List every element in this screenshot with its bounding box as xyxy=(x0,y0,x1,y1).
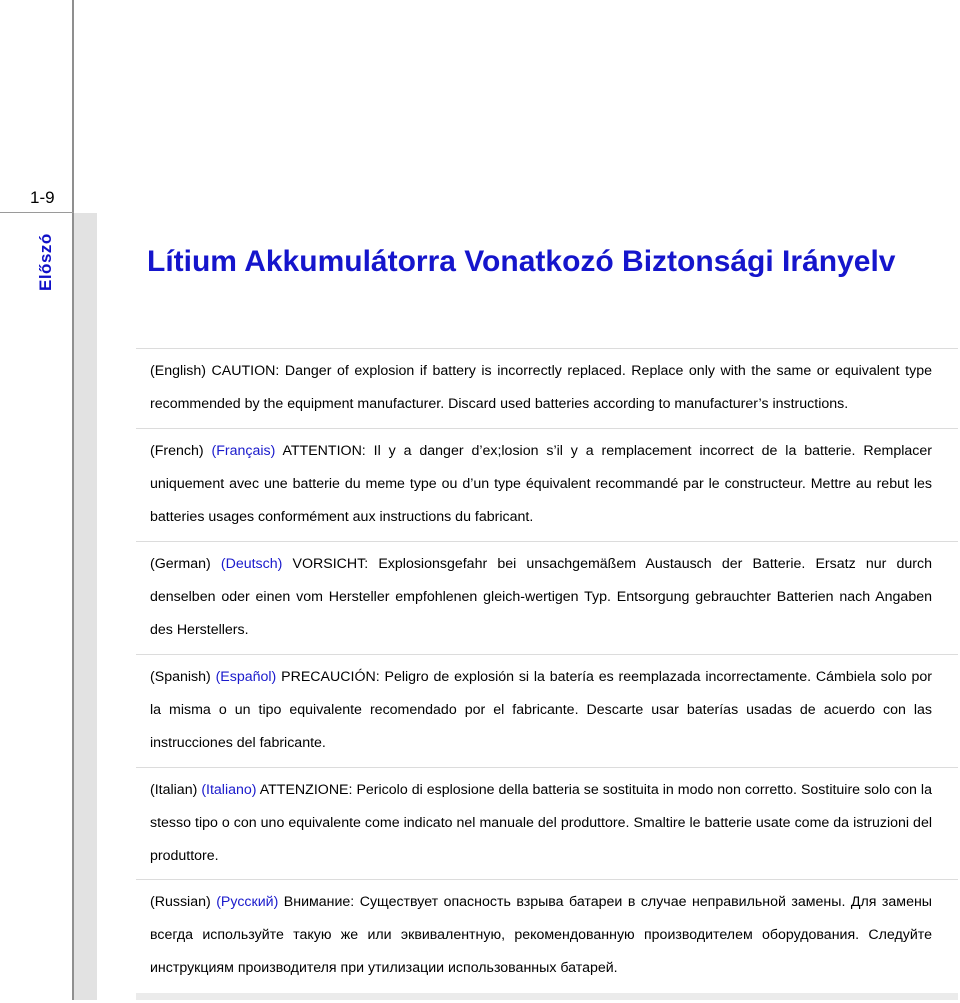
safety-text: ATTENZIONE: Pericolo di esplosione della batteria se sostituita in modo non corretto. Sostituire solo con la stesso tipo o con uno equivalente come indicato nel manuale del produttore. Smaltire le batterie usate come da istruzioni del produttore. xyxy=(150,782,932,864)
native-language-label: (Español) xyxy=(215,669,277,685)
language-label: (English) xyxy=(150,363,206,379)
safety-text: CAUTION: Danger of explosion if battery is incorrectly replaced. Replace only with the same or equivalent type recommended by the equipment manufacturer. Discard used batteries according to manufacturer’s instructions. xyxy=(150,363,932,412)
divider xyxy=(136,767,958,768)
divider xyxy=(136,428,958,429)
language-label: (French) xyxy=(150,443,204,459)
safety-paragraph-russian xyxy=(150,886,932,985)
safety-text: PRECAUCIÓN: Peligro de explosión si la batería es reemplazada incorrectamente. Cámbiela solo por la misma o un tipo equivalente recomendado por el fabricante. Descarte usar baterías usadas de acuerdo con las instrucciones del fabricante. xyxy=(150,669,932,751)
native-language-label: (Italiano) xyxy=(201,782,257,798)
language-label: (Spanish) xyxy=(150,669,211,685)
safety-paragraph-english xyxy=(150,355,932,421)
native-language-label: (Deutsch) xyxy=(220,556,283,572)
page-title: Lítium Akkumulátorra Vonatkozó Biztonsági Irányelv xyxy=(147,245,896,278)
safety-paragraph-spanish xyxy=(150,661,932,760)
chapter-side-label: Előszó xyxy=(36,233,55,291)
page-number: 1-9 xyxy=(30,188,55,207)
native-language-label: (Français) xyxy=(211,443,276,459)
divider xyxy=(136,879,958,880)
divider xyxy=(136,654,958,655)
safety-text: VORSICHT: Explosionsgefahr bei unsachgemäßem Austausch der Batterie. Ersatz nur durch denselben oder einen vom Hersteller empfohlenen gleich-wertigen Typ. Entsorgung gebrauchter Batterien nach Angaben des Herstellers. xyxy=(150,556,932,638)
native-language-label: (Русский) xyxy=(216,894,279,910)
margin-gray-bar xyxy=(74,213,97,1000)
safety-paragraph-italian xyxy=(150,774,932,873)
safety-text: ATTENTION: Il y a danger d’ex;losion s’il y a remplacement incorrect de la batterie. Remplacer uniquement avec une batterie du meme type ou d’un type équivalent recommandé par le constructeur. Mettre au rebut les batteries usages conformément aux instructions du fabricant. xyxy=(150,443,932,525)
divider xyxy=(136,541,958,542)
safety-text: Внимание: Существует опасность взрыва батареи в случае неправильной замены. Для замены всегда используйте такую же или эквивалентную, рекомендованную производителем оборудования. Следуйте инструкциям производителя при утилизации использованных батарей. xyxy=(150,894,932,976)
bottom-bar xyxy=(136,993,958,1000)
language-label: (German) xyxy=(150,556,211,572)
divider xyxy=(136,348,958,349)
safety-paragraph-german xyxy=(150,548,932,647)
language-label: (Italian) xyxy=(150,782,198,798)
language-label: (Russian) xyxy=(150,894,211,910)
safety-paragraph-french xyxy=(150,435,932,534)
page-number-underline xyxy=(0,212,74,213)
